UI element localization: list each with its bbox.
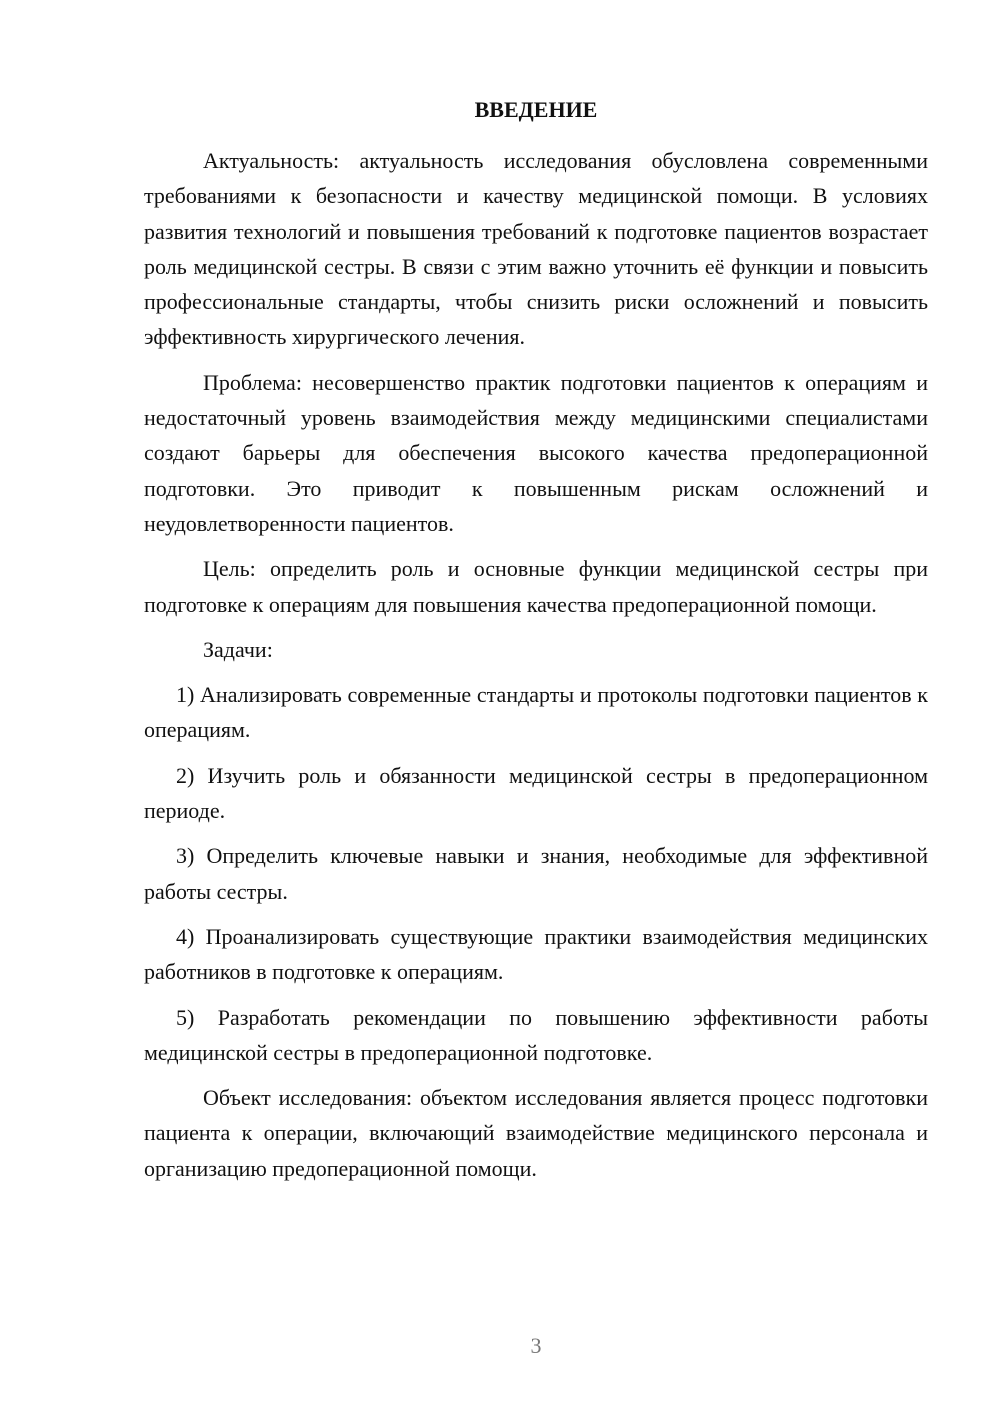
paragraph-goal: Цель: определить роль и основные функции медицинской сестры при подготовке к операциям для повышения качества предоперационной помощи. xyxy=(144,556,928,617)
task-item: 2) Изучить роль и обязанности медицинской сестры в предоперационном периоде. xyxy=(144,762,928,824)
page-content xyxy=(144,92,928,1196)
task-item: 1) Анализировать современные стандарты и протоколы подготовки пациентов к операциям. xyxy=(144,682,928,743)
task-item: 3) Определить ключевые навыки и знания, необходимые для эффективной работы сестры. xyxy=(144,843,928,904)
paragraph-problem: Проблема: несовершенство практик подготовки пациентов к операциям и недостаточный уровень взаимодействия между медицинскими специалистами создают барьеры для обеспечения высокого качества предоперационной подготовки. Это приводит к повышенным рискам осложнений и неудовлетворенности пациентов. xyxy=(144,369,928,536)
page-number: 3 xyxy=(530,1333,542,1358)
task-item: 5) Разработать рекомендации по повышению эффективности работы медицинской сестры в предоперационной подготовке. xyxy=(144,1004,928,1065)
paragraph-tasks-label: Задачи: xyxy=(203,636,273,662)
paragraph-relevance: Актуальность: актуальность исследования обусловлена современными требованиями к безопасности и качеству медицинской помощи. В условиях развития технологий и повышения требований к подготовке пациентов возрастает роль медицинской сестры. В связи с этим важно уточнить её функции и повысить профессиональные стандарты, чтобы снизить риски осложнений и повысить эффективность хирургического лечения. xyxy=(144,148,928,350)
paragraph-object: Объект исследования: объектом исследования является процесс подготовки пациента к операции, включающий взаимодействие медицинского персонала и организацию предоперационной помощи. xyxy=(144,1085,928,1181)
task-item: 4) Проанализировать существующие практики взаимодействия медицинских работников в подготовке к операциям. xyxy=(144,923,928,985)
section-heading: ВВЕДЕНИЕ xyxy=(474,97,598,122)
